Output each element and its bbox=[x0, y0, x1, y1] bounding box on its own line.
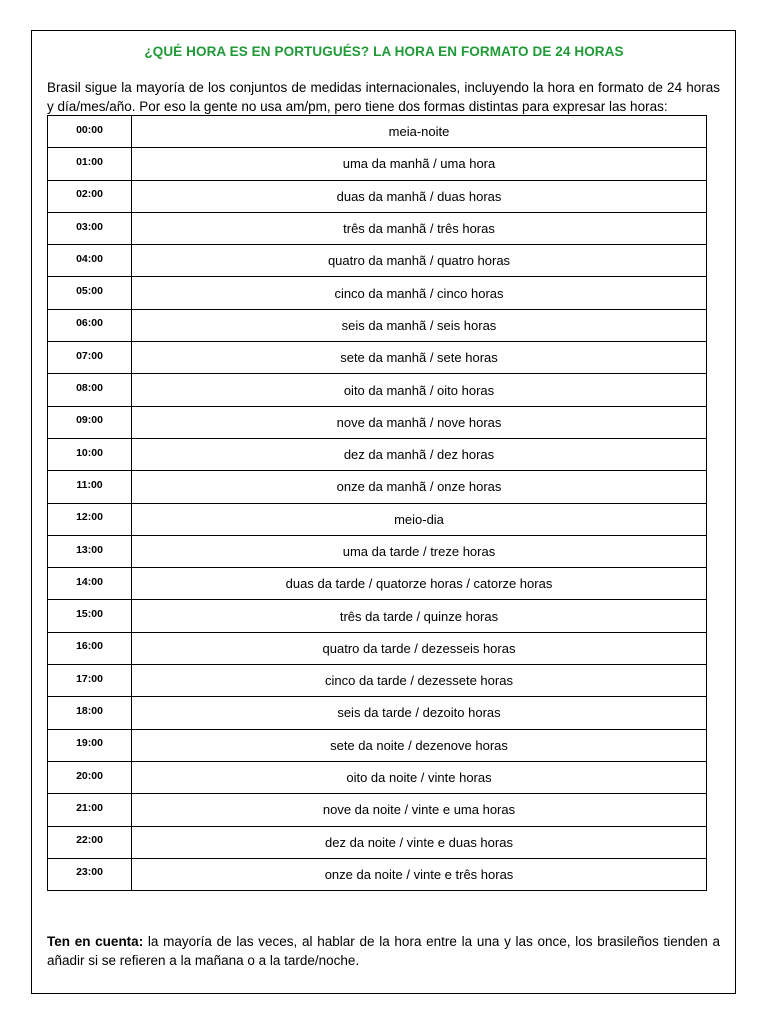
table-row bbox=[48, 761, 707, 793]
phrase-cell: sete da noite / dezenove horas bbox=[132, 729, 707, 761]
time-cell: 17:00 bbox=[48, 665, 132, 697]
phrase-cell: quatro da manhã / quatro horas bbox=[132, 245, 707, 277]
time-cell: 18:00 bbox=[48, 697, 132, 729]
time-cell: 20:00 bbox=[48, 761, 132, 793]
hours-table bbox=[47, 115, 707, 891]
phrase-cell: cinco da manhã / cinco horas bbox=[132, 277, 707, 309]
phrase-cell: cinco da tarde / dezessete horas bbox=[132, 665, 707, 697]
hours-table-body bbox=[48, 116, 707, 891]
note-paragraph bbox=[47, 932, 720, 970]
table-row bbox=[48, 245, 707, 277]
note-text: la mayoría de las veces, al hablar de la hora entre la una y las once, los brasileños tienden a añadir si se refieren a la mañana o a la tarde/noche. bbox=[47, 934, 720, 968]
table-row bbox=[48, 116, 707, 148]
table-row bbox=[48, 697, 707, 729]
time-cell: 11:00 bbox=[48, 471, 132, 503]
intro-paragraph: Brasil sigue la mayoría de los conjuntos de medidas internacionales, incluyendo la hora en formato de 24 horas y día/mes/año. Por eso la gente no usa am/pm, pero tiene dos formas distintas para expresar las horas: bbox=[47, 80, 720, 114]
time-cell: 07:00 bbox=[48, 342, 132, 374]
table-row bbox=[48, 826, 707, 858]
phrase-cell: onze da manhã / onze horas bbox=[132, 471, 707, 503]
table-row bbox=[48, 148, 707, 180]
phrase-cell: uma da tarde / treze horas bbox=[132, 535, 707, 567]
phrase-cell: três da manhã / três horas bbox=[132, 212, 707, 244]
time-cell: 23:00 bbox=[48, 858, 132, 890]
phrase-cell: três da tarde / quinze horas bbox=[132, 600, 707, 632]
time-cell: 22:00 bbox=[48, 826, 132, 858]
phrase-cell: duas da manhã / duas horas bbox=[132, 180, 707, 212]
time-cell: 16:00 bbox=[48, 632, 132, 664]
time-cell: 05:00 bbox=[48, 277, 132, 309]
phrase-cell: sete da manhã / sete horas bbox=[132, 342, 707, 374]
table-row bbox=[48, 180, 707, 212]
page-title: ¿QUÉ HORA ES EN PORTUGUÉS? LA HORA EN FORMATO DE 24 HORAS bbox=[144, 44, 624, 59]
phrase-cell: nove da noite / vinte e uma horas bbox=[132, 794, 707, 826]
time-cell: 15:00 bbox=[48, 600, 132, 632]
table-row bbox=[48, 535, 707, 567]
table-row bbox=[48, 632, 707, 664]
time-cell: 21:00 bbox=[48, 794, 132, 826]
time-cell: 19:00 bbox=[48, 729, 132, 761]
time-cell: 14:00 bbox=[48, 568, 132, 600]
time-cell: 09:00 bbox=[48, 406, 132, 438]
time-cell: 06:00 bbox=[48, 309, 132, 341]
phrase-cell: dez da manhã / dez horas bbox=[132, 438, 707, 470]
phrase-cell: meio-dia bbox=[132, 503, 707, 535]
time-cell: 02:00 bbox=[48, 180, 132, 212]
table-row bbox=[48, 438, 707, 470]
phrase-cell: uma da manhã / uma hora bbox=[132, 148, 707, 180]
note-label: Ten en cuenta: bbox=[47, 934, 144, 949]
time-cell: 04:00 bbox=[48, 245, 132, 277]
table-row bbox=[48, 212, 707, 244]
table-row bbox=[48, 406, 707, 438]
table-row bbox=[48, 471, 707, 503]
phrase-cell: seis da manhã / seis horas bbox=[132, 309, 707, 341]
table-row bbox=[48, 309, 707, 341]
table-row bbox=[48, 858, 707, 890]
table-row bbox=[48, 729, 707, 761]
table-row bbox=[48, 374, 707, 406]
time-cell: 03:00 bbox=[48, 212, 132, 244]
phrase-cell: onze da noite / vinte e três horas bbox=[132, 858, 707, 890]
table-row bbox=[48, 568, 707, 600]
table-row bbox=[48, 503, 707, 535]
table-row bbox=[48, 665, 707, 697]
table-row bbox=[48, 600, 707, 632]
time-cell: 12:00 bbox=[48, 503, 132, 535]
phrase-cell: oito da noite / vinte horas bbox=[132, 761, 707, 793]
phrase-cell: oito da manhã / oito horas bbox=[132, 374, 707, 406]
phrase-cell: quatro da tarde / dezesseis horas bbox=[132, 632, 707, 664]
phrase-cell: duas da tarde / quatorze horas / catorze horas bbox=[132, 568, 707, 600]
time-cell: 01:00 bbox=[48, 148, 132, 180]
time-cell: 08:00 bbox=[48, 374, 132, 406]
table-row bbox=[48, 794, 707, 826]
phrase-cell: meia-noite bbox=[132, 116, 707, 148]
table-row bbox=[48, 342, 707, 374]
time-cell: 00:00 bbox=[48, 116, 132, 148]
table-row bbox=[48, 277, 707, 309]
phrase-cell: seis da tarde / dezoito horas bbox=[132, 697, 707, 729]
time-cell: 13:00 bbox=[48, 535, 132, 567]
time-cell: 10:00 bbox=[48, 438, 132, 470]
phrase-cell: dez da noite / vinte e duas horas bbox=[132, 826, 707, 858]
phrase-cell: nove da manhã / nove horas bbox=[132, 406, 707, 438]
